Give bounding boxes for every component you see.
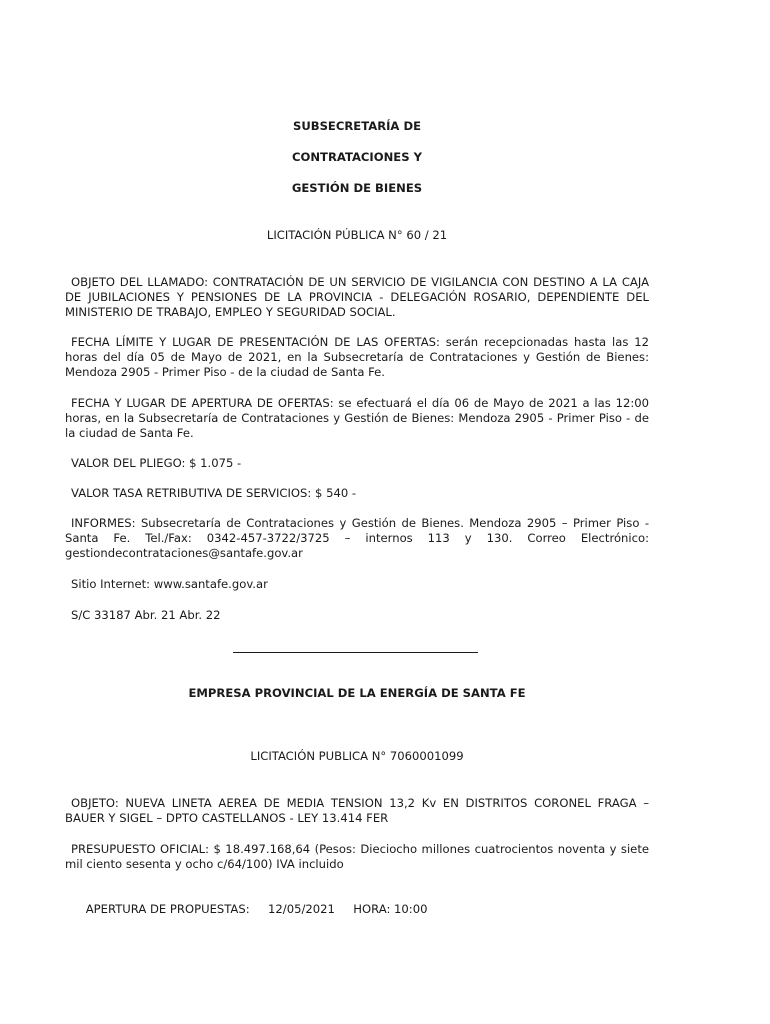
valor-pliego-paragraph	[65, 456, 649, 471]
heading-line-2: CONTRATACIONES Y	[291, 150, 423, 164]
valor-tasa-text: VALOR TASA RETRIBUTIVA DE SERVICIOS: $ 540 -	[71, 486, 357, 500]
sitio-text: Sitio Internet: www.santafe.gov.ar	[71, 577, 268, 591]
sc-paragraph	[65, 608, 649, 623]
sitio-paragraph	[65, 577, 649, 592]
heading-line-3: GESTIÓN DE BIENES	[291, 181, 423, 195]
objeto-text: OBJETO DEL LLAMADO: CONTRATACIÓN DE UN SERVICIO DE VIGILANCIA CON DESTINO A LA CAJA DE JUBILACIONES Y PENSIONES DE LA PROVINCIA - DELEGACIÓN ROSARIO, DEPENDIENTE DEL MINISTERIO DE TRABAJO, EMPLEO Y SEGURIDAD SOCIAL.	[65, 275, 649, 319]
epe-presupuesto-text: PRESUPUESTO OFICIAL: $ 18.497.168,64 (Pesos: Dieciocho millones cuatrocientos noventa y siete mil ciento sesenta y ocho c/64/100) IVA incluido	[65, 842, 649, 871]
epe-objeto-text: OBJETO: NUEVA LINETA AEREA DE MEDIA TENSION 13,2 Kv EN DISTRITOS CORONEL FRAGA – BAUER Y SIGEL – DPTO CASTELLANOS - LEY 13.414 FER	[65, 796, 649, 825]
fecha-apertura-paragraph	[65, 396, 649, 441]
section-divider	[233, 652, 478, 653]
epe-apertura-paragraph	[65, 887, 649, 932]
epe-objeto-paragraph	[65, 796, 649, 826]
heading-line-1: SUBSECRETARÍA DE	[292, 119, 421, 133]
epe-licitacion-title: LICITACIÓN PUBLICA N° 7060001099	[250, 749, 464, 763]
epe-heading: EMPRESA PROVINCIAL DE LA ENERGÍA DE SANTA FE	[188, 686, 526, 700]
epe-apertura-text: APERTURA DE PROPUESTAS: 12/05/2021 HORA: 10:00	[85, 902, 428, 916]
valor-tasa-paragraph	[65, 486, 649, 501]
fecha-limite-paragraph	[65, 335, 649, 380]
fecha-apertura-text: FECHA Y LUGAR DE APERTURA DE OFERTAS: se efectuará el día 06 de Mayo de 2021 a las 12:00 horas, en la Subsecretaría de Contrataciones y Gestión de Bienes: Mendoza 2905 - Primer Piso - de la ciudad de Santa Fe.	[65, 396, 649, 440]
informes-text: INFORMES: Subsecretaría de Contrataciones y Gestión de Bienes. Mendoza 2905 – Primer Piso - Santa Fe. Tel./Fax: 0342-457-3722/3725 – internos 113 y 130. Correo Electrónico: gestiondecontrataciones@santafe.gov.ar	[65, 516, 649, 560]
fecha-limite-text: FECHA LÍMITE Y LUGAR DE PRESENTACIÓN DE LAS OFERTAS: serán recepcionadas hasta las 12 horas del día 05 de Mayo de 2021, en la Subsecretaría de Contrataciones y Gestión de Bienes: Mendoza 2905 - Primer Piso - de la ciudad de Santa Fe.	[65, 335, 649, 379]
licitacion-title: LICITACIÓN PÚBLICA N° 60 / 21	[266, 228, 448, 242]
sc-text: S/C 33187 Abr. 21 Abr. 22	[71, 608, 221, 622]
informes-paragraph	[65, 516, 649, 561]
valor-pliego-text: VALOR DEL PLIEGO: $ 1.075 -	[71, 456, 242, 470]
objeto-paragraph	[65, 275, 649, 320]
epe-presupuesto-paragraph	[65, 842, 649, 872]
